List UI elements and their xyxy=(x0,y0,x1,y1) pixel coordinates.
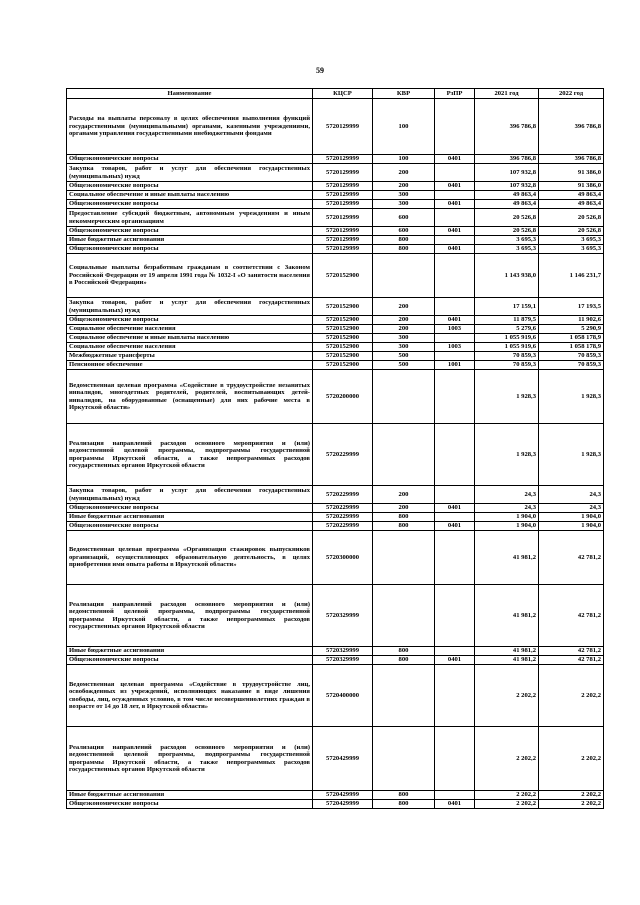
cell-2021: 70 859,3 xyxy=(475,361,539,370)
cell-rzpr xyxy=(435,370,475,424)
table-row xyxy=(67,245,604,254)
cell-2021: 2 202,2 xyxy=(475,791,539,800)
cell-kvr: 800 xyxy=(373,522,435,531)
cell-2021: 1 904,0 xyxy=(475,522,539,531)
cell-kcsr: 5720129999 xyxy=(313,182,373,191)
cell-kvr: 800 xyxy=(373,656,435,665)
cell-2022: 11 902,6 xyxy=(539,316,604,325)
cell-rzpr xyxy=(435,791,475,800)
cell-2021: 396 786,8 xyxy=(475,155,539,164)
cell-name: Пенсионное обеспечение xyxy=(67,361,313,370)
cell-2022: 91 386,0 xyxy=(539,182,604,191)
cell-2021: 41 981,2 xyxy=(475,531,539,585)
cell-kcsr: 5720400000 xyxy=(313,665,373,727)
cell-kvr: 200 xyxy=(373,182,435,191)
header-name: Наименование xyxy=(67,89,313,99)
cell-name: Расходы на выплаты персоналу в целях обеспечения выполнения функций государственными (муниципальными) органами, казенными учреждениями, органами управления государственными внебюджетными фондами xyxy=(67,99,313,155)
cell-rzpr xyxy=(435,99,475,155)
cell-kcsr: 5720329999 xyxy=(313,656,373,665)
cell-kcsr: 5720152900 xyxy=(313,254,373,298)
table-row xyxy=(67,164,604,182)
cell-kcsr: 5720129999 xyxy=(313,209,373,227)
cell-2021: 1 055 919,6 xyxy=(475,334,539,343)
cell-2022: 42 781,2 xyxy=(539,585,604,647)
header-2021: 2021 год xyxy=(475,89,539,99)
table-row xyxy=(67,486,604,504)
cell-2022: 70 859,3 xyxy=(539,352,604,361)
cell-kcsr: 5720429999 xyxy=(313,727,373,791)
cell-name: Предоставление субсидий бюджетным, автономным учреждениям и иным некоммерческим организациям xyxy=(67,209,313,227)
header-rzpr: РзПР xyxy=(435,89,475,99)
cell-rzpr: 0401 xyxy=(435,200,475,209)
cell-rzpr xyxy=(435,665,475,727)
table-row xyxy=(67,513,604,522)
header-2022: 2022 год xyxy=(539,89,604,99)
cell-2022: 2 202,2 xyxy=(539,791,604,800)
cell-kvr xyxy=(373,370,435,424)
cell-kvr: 500 xyxy=(373,361,435,370)
cell-2022: 24,3 xyxy=(539,486,604,504)
cell-name: Ведомственная целевая программа «Содействие в трудоустройстве незанятых инвалидов, многодетных родителей, родителей, воспитывающих детей-инвалидов, на оборудованные (оснащенные) для них рабочие места в Иркутской области» xyxy=(67,370,313,424)
cell-kcsr: 5720129999 xyxy=(313,245,373,254)
cell-2022: 24,3 xyxy=(539,504,604,513)
cell-kvr: 200 xyxy=(373,298,435,316)
cell-2022: 42 781,2 xyxy=(539,531,604,585)
table-row xyxy=(67,361,604,370)
cell-name: Межбюджетные трансферты xyxy=(67,352,313,361)
cell-rzpr xyxy=(435,513,475,522)
cell-rzpr xyxy=(435,209,475,227)
cell-2021: 70 859,3 xyxy=(475,352,539,361)
cell-name: Ведомственная целевая программа «Содействие в трудоустройстве лиц, освобожденных из учреждений, исполняющих наказание в виде лишения свободы, лиц, осужденных условно, в том числе несовершеннолетних граждан в возрасте от 14 до 18 лет, в Иркутской области» xyxy=(67,665,313,727)
cell-2022: 1 146 231,7 xyxy=(539,254,604,298)
cell-2022: 1 058 178,9 xyxy=(539,343,604,352)
cell-rzpr xyxy=(435,334,475,343)
cell-kcsr: 5720129999 xyxy=(313,200,373,209)
cell-2022: 2 202,2 xyxy=(539,800,604,809)
cell-2021: 1 928,3 xyxy=(475,424,539,486)
cell-rzpr: 0401 xyxy=(435,522,475,531)
cell-2022: 1 928,3 xyxy=(539,370,604,424)
cell-kvr: 200 xyxy=(373,325,435,334)
cell-rzpr xyxy=(435,298,475,316)
cell-2021: 107 932,8 xyxy=(475,182,539,191)
table-row xyxy=(67,800,604,809)
table-row xyxy=(67,656,604,665)
cell-rzpr xyxy=(435,352,475,361)
cell-2021: 3 695,3 xyxy=(475,245,539,254)
cell-kvr: 500 xyxy=(373,352,435,361)
cell-kcsr: 5720329999 xyxy=(313,585,373,647)
cell-rzpr xyxy=(435,727,475,791)
cell-rzpr: 0401 xyxy=(435,800,475,809)
cell-name: Реализация направлений расходов основного мероприятия и (или) ведомственной целевой программы, подпрограммы государственной программы Иркутской области, а также непрограммных расходов государственных органов Иркутской области xyxy=(67,424,313,486)
cell-name: Закупка товаров, работ и услуг для обеспечения государственных (муниципальных) нужд xyxy=(67,164,313,182)
cell-name: Общеэкономические вопросы xyxy=(67,245,313,254)
cell-2021: 1 904,0 xyxy=(475,513,539,522)
cell-2022: 49 863,4 xyxy=(539,200,604,209)
table-row xyxy=(67,298,604,316)
cell-kvr xyxy=(373,424,435,486)
cell-2021: 41 981,2 xyxy=(475,656,539,665)
cell-rzpr: 0401 xyxy=(435,227,475,236)
cell-rzpr xyxy=(435,254,475,298)
cell-kcsr: 5720229999 xyxy=(313,513,373,522)
cell-2022: 5 290,9 xyxy=(539,325,604,334)
cell-name: Общеэкономические вопросы xyxy=(67,800,313,809)
cell-name: Общеэкономические вопросы xyxy=(67,155,313,164)
cell-2021: 2 202,2 xyxy=(475,800,539,809)
cell-2022: 396 786,8 xyxy=(539,99,604,155)
cell-kvr: 800 xyxy=(373,800,435,809)
cell-rzpr: 1003 xyxy=(435,325,475,334)
cell-kvr xyxy=(373,665,435,727)
cell-kcsr: 5720300000 xyxy=(313,531,373,585)
cell-kvr: 200 xyxy=(373,504,435,513)
table-row xyxy=(67,254,604,298)
cell-2022: 1 928,3 xyxy=(539,424,604,486)
cell-kvr: 300 xyxy=(373,200,435,209)
cell-2022: 3 695,3 xyxy=(539,236,604,245)
cell-kcsr: 5720329999 xyxy=(313,647,373,656)
cell-kvr: 200 xyxy=(373,486,435,504)
cell-rzpr xyxy=(435,531,475,585)
cell-name: Социальное обеспечение населения xyxy=(67,343,313,352)
table-row xyxy=(67,209,604,227)
cell-kvr: 600 xyxy=(373,209,435,227)
cell-name: Иные бюджетные ассигнования xyxy=(67,236,313,245)
table-body xyxy=(67,99,604,809)
cell-kvr: 800 xyxy=(373,647,435,656)
cell-name: Социальное обеспечение населения xyxy=(67,325,313,334)
cell-rzpr xyxy=(435,191,475,200)
table-header-row xyxy=(67,89,604,99)
cell-2021: 11 879,5 xyxy=(475,316,539,325)
cell-2021: 2 202,2 xyxy=(475,665,539,727)
cell-kcsr: 5720429999 xyxy=(313,800,373,809)
table-row xyxy=(67,370,604,424)
cell-2022: 1 058 178,9 xyxy=(539,334,604,343)
cell-rzpr xyxy=(435,585,475,647)
cell-2021: 5 279,6 xyxy=(475,325,539,334)
cell-kvr: 300 xyxy=(373,334,435,343)
cell-kvr: 800 xyxy=(373,236,435,245)
cell-kcsr: 5720129999 xyxy=(313,236,373,245)
table-row xyxy=(67,504,604,513)
table-row xyxy=(67,727,604,791)
cell-2022: 20 526,8 xyxy=(539,209,604,227)
cell-rzpr xyxy=(435,236,475,245)
cell-2021: 20 526,8 xyxy=(475,209,539,227)
cell-2022: 2 202,2 xyxy=(539,665,604,727)
cell-2022: 42 781,2 xyxy=(539,656,604,665)
cell-kcsr: 5720429999 xyxy=(313,791,373,800)
cell-2022: 49 863,4 xyxy=(539,191,604,200)
table-row xyxy=(67,155,604,164)
cell-2022: 91 386,0 xyxy=(539,164,604,182)
cell-rzpr: 0401 xyxy=(435,245,475,254)
budget-table xyxy=(66,88,604,809)
cell-rzpr: 0401 xyxy=(435,316,475,325)
cell-name: Социальное обеспечение и иные выплаты населению xyxy=(67,334,313,343)
cell-rzpr: 1001 xyxy=(435,361,475,370)
cell-name: Общеэкономические вопросы xyxy=(67,656,313,665)
cell-2021: 1 055 919,6 xyxy=(475,343,539,352)
cell-2022: 2 202,2 xyxy=(539,727,604,791)
cell-name: Реализация направлений расходов основного мероприятия и (или) ведомственной целевой программы, подпрограммы государственной программы Иркутской области, а также непрограммных расходов государственных органов Иркутской области xyxy=(67,727,313,791)
header-kcsr: КЦСР xyxy=(313,89,373,99)
table-row xyxy=(67,791,604,800)
cell-2022: 42 781,2 xyxy=(539,647,604,656)
cell-kcsr: 5720152900 xyxy=(313,343,373,352)
cell-rzpr xyxy=(435,164,475,182)
cell-kvr: 800 xyxy=(373,791,435,800)
cell-kvr: 600 xyxy=(373,227,435,236)
header-kvr: КВР xyxy=(373,89,435,99)
cell-2021: 1 143 938,0 xyxy=(475,254,539,298)
cell-kcsr: 5720152900 xyxy=(313,334,373,343)
cell-name: Общеэкономические вопросы xyxy=(67,504,313,513)
cell-kcsr: 5720129999 xyxy=(313,227,373,236)
table-row xyxy=(67,343,604,352)
cell-2021: 2 202,2 xyxy=(475,727,539,791)
cell-kcsr: 5720229999 xyxy=(313,504,373,513)
cell-rzpr xyxy=(435,647,475,656)
cell-2021: 24,3 xyxy=(475,504,539,513)
cell-name: Общеэкономические вопросы xyxy=(67,182,313,191)
cell-2022: 3 695,3 xyxy=(539,245,604,254)
cell-kvr xyxy=(373,727,435,791)
cell-kvr: 200 xyxy=(373,164,435,182)
cell-name: Общеэкономические вопросы xyxy=(67,200,313,209)
cell-kvr: 800 xyxy=(373,513,435,522)
cell-name: Ведомственная целевая программа «Организация стажировок выпускников организаций, осуществляющих образовательную деятельность, в целях приобретения ими опыта работы в Иркутской области» xyxy=(67,531,313,585)
cell-kvr: 100 xyxy=(373,99,435,155)
table-row xyxy=(67,99,604,155)
cell-name: Иные бюджетные ассигнования xyxy=(67,647,313,656)
cell-kcsr: 5720200000 xyxy=(313,370,373,424)
cell-kcsr: 5720152900 xyxy=(313,352,373,361)
cell-2022: 1 904,0 xyxy=(539,513,604,522)
cell-kvr: 300 xyxy=(373,191,435,200)
cell-kcsr: 5720129999 xyxy=(313,164,373,182)
cell-kvr: 100 xyxy=(373,155,435,164)
table-row xyxy=(67,325,604,334)
cell-kcsr: 5720152900 xyxy=(313,361,373,370)
table-row xyxy=(67,585,604,647)
cell-kvr xyxy=(373,531,435,585)
table-row xyxy=(67,531,604,585)
cell-2021: 41 981,2 xyxy=(475,647,539,656)
cell-rzpr: 0401 xyxy=(435,656,475,665)
table-row xyxy=(67,227,604,236)
cell-kcsr: 5720229999 xyxy=(313,522,373,531)
cell-kcsr: 5720152900 xyxy=(313,298,373,316)
cell-rzpr: 0401 xyxy=(435,182,475,191)
cell-2021: 49 863,4 xyxy=(475,191,539,200)
cell-2022: 70 859,3 xyxy=(539,361,604,370)
cell-2021: 41 981,2 xyxy=(475,585,539,647)
cell-kvr xyxy=(373,585,435,647)
cell-name: Общеэкономические вопросы xyxy=(67,522,313,531)
cell-2021: 1 928,3 xyxy=(475,370,539,424)
cell-name: Общеэкономические вопросы xyxy=(67,316,313,325)
cell-kcsr: 5720229999 xyxy=(313,486,373,504)
table-row xyxy=(67,182,604,191)
cell-kcsr: 5720129999 xyxy=(313,191,373,200)
cell-kcsr: 5720129999 xyxy=(313,155,373,164)
cell-kvr xyxy=(373,254,435,298)
cell-rzpr: 0401 xyxy=(435,504,475,513)
cell-kcsr: 5720129999 xyxy=(313,99,373,155)
cell-2021: 24,3 xyxy=(475,486,539,504)
cell-kcsr: 5720152900 xyxy=(313,316,373,325)
cell-name: Закупка товаров, работ и услуг для обеспечения государственных (муниципальных) нужд xyxy=(67,486,313,504)
page-number: 59 xyxy=(316,66,324,75)
cell-2022: 17 193,5 xyxy=(539,298,604,316)
cell-name: Иные бюджетные ассигнования xyxy=(67,513,313,522)
cell-2021: 20 526,8 xyxy=(475,227,539,236)
cell-name: Иные бюджетные ассигнования xyxy=(67,791,313,800)
cell-2021: 17 159,1 xyxy=(475,298,539,316)
cell-2022: 1 904,0 xyxy=(539,522,604,531)
table-row xyxy=(67,334,604,343)
cell-rzpr xyxy=(435,486,475,504)
cell-2021: 49 863,4 xyxy=(475,200,539,209)
cell-rzpr xyxy=(435,424,475,486)
table-row xyxy=(67,236,604,245)
table-row xyxy=(67,191,604,200)
cell-kvr: 300 xyxy=(373,343,435,352)
cell-rzpr: 0401 xyxy=(435,155,475,164)
cell-name: Социальные выплаты безработным гражданам в соответствии с Законом Российской Федерации от 19 апреля 1991 года № 1032-I «О занятости населения в Российской Федерации» xyxy=(67,254,313,298)
cell-2022: 396 786,8 xyxy=(539,155,604,164)
table-row xyxy=(67,647,604,656)
cell-2022: 20 526,8 xyxy=(539,227,604,236)
cell-name: Реализация направлений расходов основного мероприятия и (или) ведомственной целевой программы, подпрограммы государственной программы Иркутской области, а также непрограммных расходов государственных органов Иркутской области xyxy=(67,585,313,647)
cell-2021: 107 932,8 xyxy=(475,164,539,182)
cell-name: Закупка товаров, работ и услуг для обеспечения государственных (муниципальных) нужд xyxy=(67,298,313,316)
table-row xyxy=(67,665,604,727)
table-row xyxy=(67,522,604,531)
cell-rzpr: 1003 xyxy=(435,343,475,352)
table-row xyxy=(67,352,604,361)
table-row xyxy=(67,424,604,486)
cell-kcsr: 5720152900 xyxy=(313,325,373,334)
cell-kvr: 200 xyxy=(373,316,435,325)
cell-kvr: 800 xyxy=(373,245,435,254)
table-row xyxy=(67,200,604,209)
table-row xyxy=(67,316,604,325)
cell-2021: 396 786,8 xyxy=(475,99,539,155)
cell-kcsr: 5720229999 xyxy=(313,424,373,486)
cell-name: Социальное обеспечение и иные выплаты населению xyxy=(67,191,313,200)
cell-name: Общеэкономические вопросы xyxy=(67,227,313,236)
cell-2021: 3 695,3 xyxy=(475,236,539,245)
